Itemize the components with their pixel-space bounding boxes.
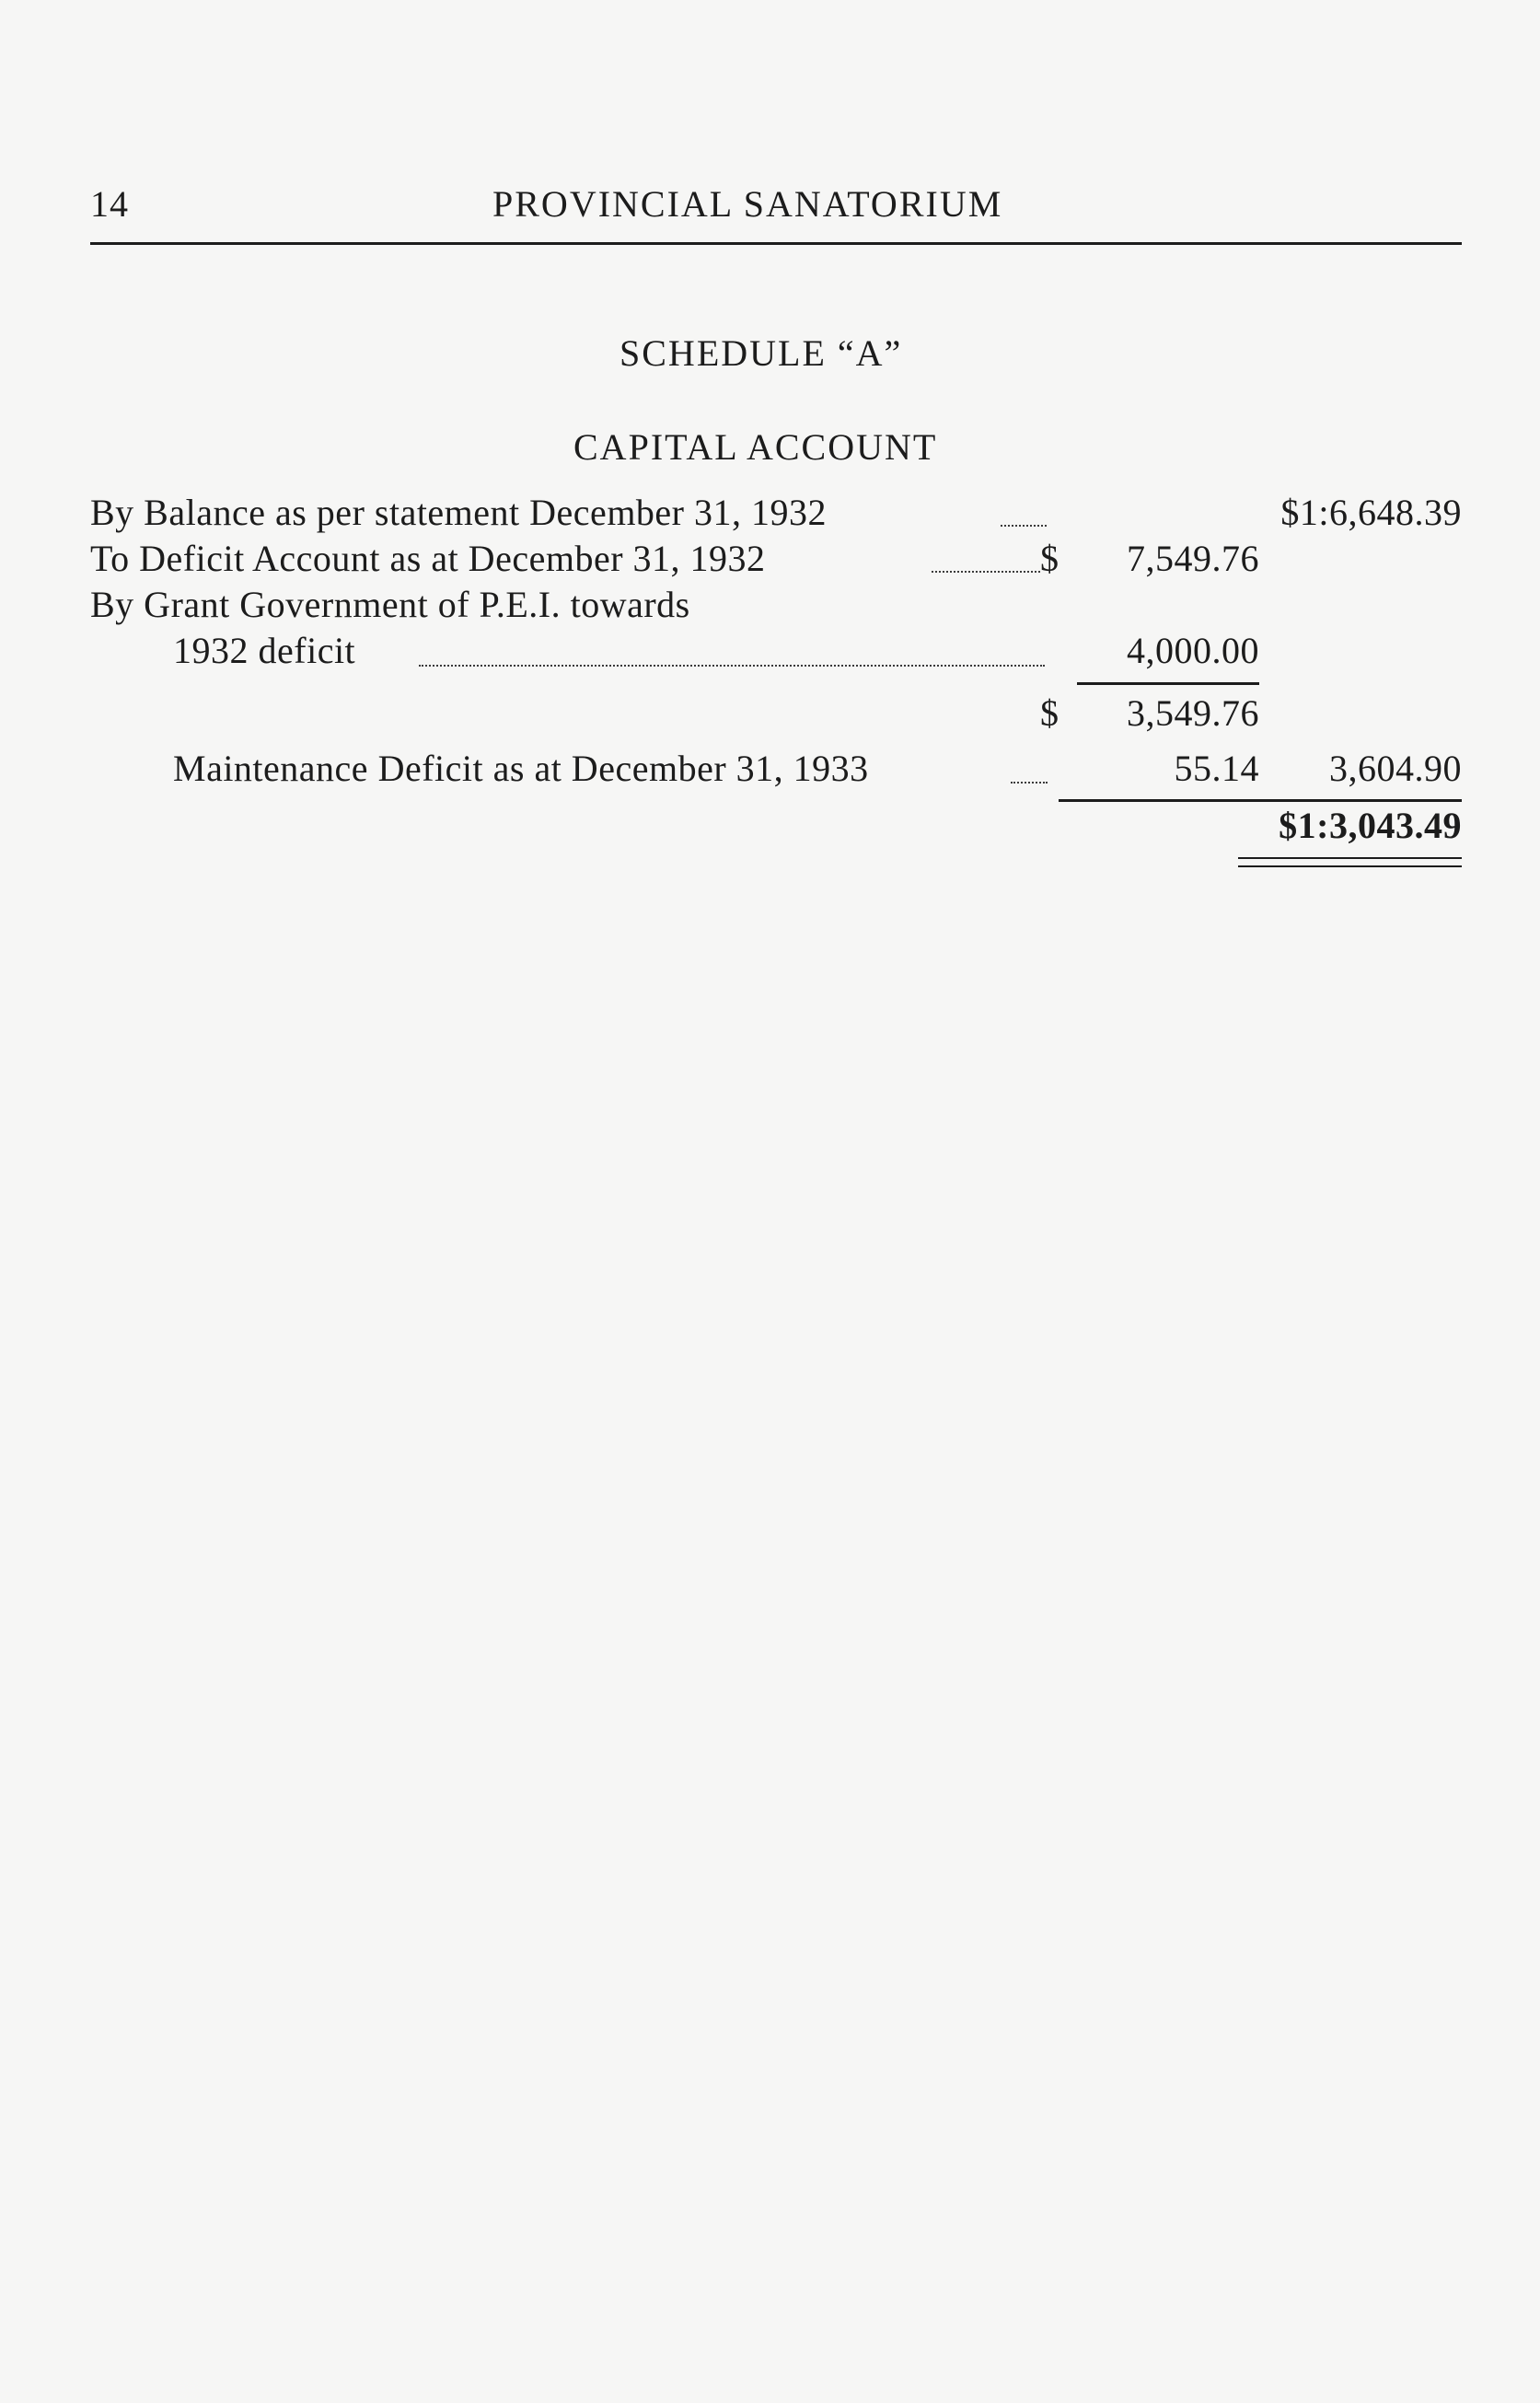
row-balance-label: By Balance as per statement December 31, 1932 [90, 492, 827, 533]
grand-total: $1:3,043.49 [1279, 805, 1462, 846]
page-header [90, 182, 1462, 241]
double-underline-bottom [1238, 865, 1462, 867]
page-number: 14 [90, 183, 129, 225]
leader-dots [1011, 782, 1048, 784]
section-title: CAPITAL ACCOUNT [573, 426, 938, 468]
row-grant-deficit-label: 1932 deficit [173, 630, 356, 671]
row-grant-label: By Grant Government of P.E.I. towards [90, 584, 690, 625]
total-rule [1059, 799, 1462, 802]
row-subtotal-inner-amount: 3,549.76 [1127, 692, 1259, 734]
leader-dots [1001, 525, 1047, 527]
row-maintenance-outer-amount: 3,604.90 [1329, 748, 1462, 789]
row-deficit-dollar-sign: $ [1040, 538, 1059, 579]
row-balance-outer-amount: $1:6,648.39 [1280, 492, 1462, 533]
row-deficit-inner-amount: 7,549.76 [1127, 538, 1259, 579]
row-maintenance-inner-amount: 55.14 [1174, 748, 1259, 789]
header-rule [90, 242, 1462, 245]
double-underline-top [1238, 857, 1462, 859]
row-maintenance-label: Maintenance Deficit as at December 31, 1933 [173, 748, 869, 789]
running-title: PROVINCIAL SANATORIUM [492, 183, 1003, 225]
leader-dots [419, 665, 1045, 667]
row-grant-inner-amount: 4,000.00 [1127, 630, 1259, 671]
schedule-title: SCHEDULE “A” [619, 332, 903, 374]
leader-dots [932, 571, 1040, 573]
row-deficit-label: To Deficit Account as at December 31, 1932 [90, 538, 766, 579]
row-subtotal-dollar-sign: $ [1040, 692, 1059, 734]
subtotal-rule [1077, 682, 1259, 685]
